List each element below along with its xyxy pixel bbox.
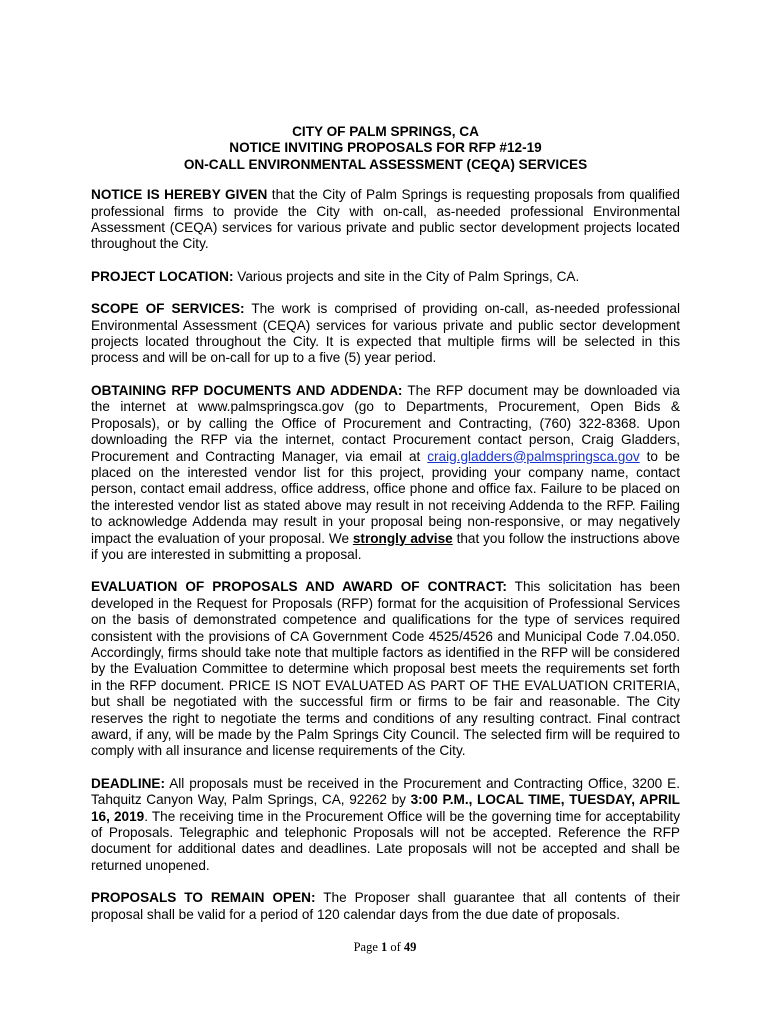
notice-label: NOTICE IS HEREBY GIVEN	[91, 187, 268, 203]
notice-header	[91, 124, 680, 173]
header-city: CITY OF PALM SPRINGS, CA	[292, 124, 479, 139]
location-label: PROJECT LOCATION:	[91, 268, 234, 284]
evaluation-label: EVALUATION OF PROPOSALS AND AWARD OF CONTRACT:	[91, 579, 507, 595]
email-link[interactable]: craig.gladders@palmspringsca.gov	[427, 448, 640, 464]
scope-text: The work is comprised of providing on-call, as-needed professional Environmental Assessment (CEQA) services for various private and public sector development projects located throughout the City. It is expected that multiple firms will be selected in this process and will be on-call for up to a five (5) year period.	[91, 301, 680, 366]
notice-paragraph	[91, 187, 680, 253]
deadline-text-2: . The receiving time in the Procurement Office will be the governing time for acceptability of Proposals. Telegraphic and telephonic Proposals will not be accepted. Reference the RFP document for additional dates and deadlines. Late proposals will not be accepted and shall be returned unopened.	[91, 808, 680, 873]
obtaining-label: OBTAINING RFP DOCUMENTS AND ADDENDA:	[91, 382, 403, 398]
header-services-title: ON-CALL ENVIRONMENTAL ASSESSMENT (CEQA) SERVICES	[183, 156, 588, 172]
evaluation-text: This solicitation has been developed in the Request for Proposals (RFP) format for the acquisition of Professional Services on the basis of demonstrated competence and qualifications for the type of services required consistent with the provisions of CA Government Code 4525/4526 and Municipal Code 7.04.050. Accordingly, firms should take note that multiple factors as identified in the RFP will be considered by the Evaluation Committee to determine which proposal best meets the requirements set forth in the RFP document. PRICE IS NOT EVALUATED AS PART OF THE EVALUATION CRITERIA, but shall be negotiated with the successful firm or firms to be fair and reasonable. The City reserves the right to negotiate the terms and conditions of any resulting contract. Final contract award, if any, will be made by the Palm Springs City Council. The selected firm will be required to comply with all insurance and license requirements of the City.	[91, 579, 680, 759]
notice-text: that the City of Palm Springs is requesting proposals from qualified professional firms to provide the City with on-call, as-needed professional Environmental Assessment (CEQA) services for various private and public sector development projects located throughout the City.	[91, 187, 680, 252]
remain-open-paragraph	[91, 890, 680, 923]
page-footer	[0, 940, 770, 955]
obtaining-text-3: that you follow the instructions above if you are interested in submitting a proposal.	[91, 530, 680, 562]
page-of-label: of	[387, 940, 404, 954]
current-page-number: 1	[381, 940, 388, 954]
obtaining-paragraph	[91, 383, 680, 563]
document-body	[91, 124, 680, 939]
page-label: Page	[353, 940, 381, 954]
deadline-label: DEADLINE:	[91, 775, 166, 791]
header-notice-title: NOTICE INVITING PROPOSALS FOR RFP #12-19	[229, 140, 542, 156]
total-page-count: 49	[403, 940, 417, 954]
obtaining-text-1: The RFP document may be downloaded via the internet at www.palmspringsca.gov (go to Departments, Procurement, Open Bids & Proposals), or by calling the Office of Procurement and Contracting, (760) 322-8368. Upon downloading the RFP via the internet, contact Procurement contact person, Craig Gladders, Procurement and Contracting Manager, via email at	[91, 382, 680, 464]
remain-open-text: The Proposer shall guarantee that all contents of their proposal shall be valid for a period of 120 calendar days from the due date of proposals.	[91, 890, 680, 922]
scope-label: SCOPE OF SERVICES:	[91, 301, 245, 317]
remain-open-label: PROPOSALS TO REMAIN OPEN:	[91, 890, 316, 906]
deadline-paragraph	[91, 776, 680, 874]
evaluation-paragraph	[91, 579, 680, 759]
location-paragraph	[91, 269, 680, 285]
location-text: Various projects and site in the City of Palm Springs, CA.	[233, 268, 580, 284]
deadline-date: 3:00 P.M., LOCAL TIME, TUESDAY, APRIL 16, 2019	[91, 792, 680, 824]
deadline-text-1: All proposals must be received in the Procurement and Contracting Office, 3200 E. Tahquitz Canyon Way, Palm Springs, CA, 92262 by	[91, 775, 680, 808]
scope-paragraph	[91, 301, 680, 367]
obtaining-text-2: to be placed on the interested vendor list for this project, providing your company name, contact person, contact email address, office address, office phone and office fax. Failure to be placed on the interested vendor list as stated above may result in not receiving Addenda to the RFP. Failing to acknowledge Addenda may result in your proposal being non-responsive, or may negatively impact the evaluation of your proposal. We	[91, 448, 680, 546]
strongly-advise-emphasis: strongly advise	[352, 530, 453, 546]
